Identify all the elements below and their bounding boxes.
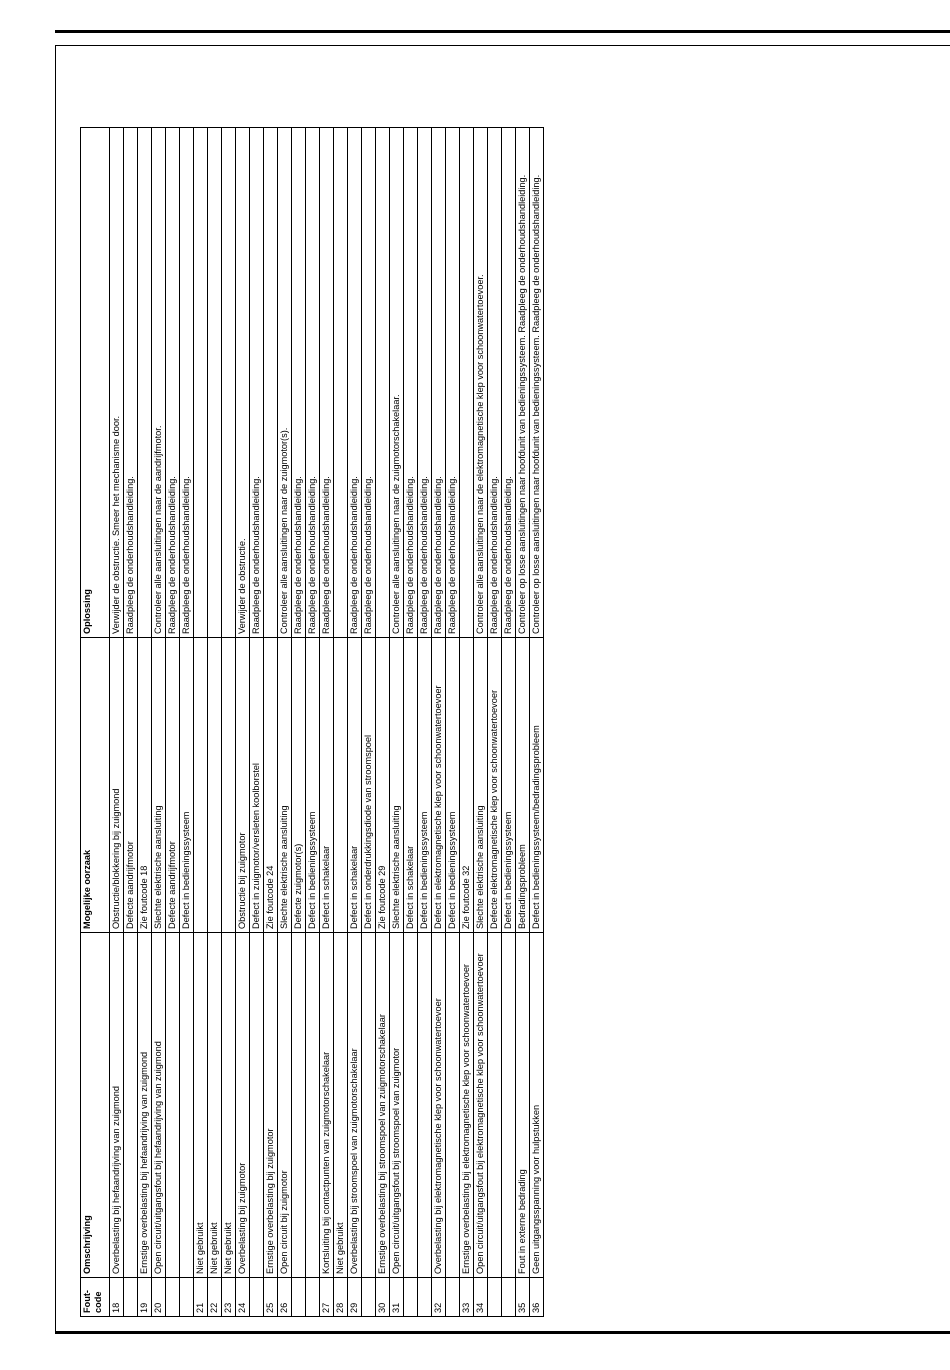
- description-cell: [446, 933, 460, 1278]
- description-cell: [502, 933, 516, 1278]
- code-cell: [418, 1278, 432, 1317]
- table-row: [432, 128, 446, 1317]
- code-cell: 35: [516, 1278, 530, 1317]
- solution-cell: Raadpleeg de onderhoudshandleiding.: [320, 128, 334, 638]
- solution-cell: Raadpleeg de onderhoudshandleiding.: [432, 128, 446, 638]
- description-cell: Fout in externe bedrading: [516, 933, 530, 1278]
- solution-cell: [222, 128, 236, 638]
- cause-cell: [208, 638, 222, 933]
- cause-cell: Defect in bedieningssysteem/bedradingsprobleem: [530, 638, 544, 933]
- table-row: [460, 128, 474, 1317]
- description-cell: Overbelasting bij stroomspoel van zuigmotorschakelaar: [348, 933, 362, 1278]
- solution-cell: Controleer alle aansluitingen naar de elektromagnetische klep voor schoonwatertoevoer.: [474, 128, 488, 638]
- solution-cell: Verwijder de obstructie. Smeer het mechanisme door.: [110, 128, 124, 638]
- table-row: [180, 128, 194, 1317]
- solution-cell: Raadpleeg de onderhoudshandleiding.: [180, 128, 194, 638]
- top-rule: [55, 30, 950, 33]
- description-cell: [166, 933, 180, 1278]
- cause-cell: Slechte elektrische aansluiting: [390, 638, 404, 933]
- table-row: [208, 128, 222, 1317]
- code-cell: 20: [152, 1278, 166, 1317]
- table-row: [418, 128, 432, 1317]
- table-row: [222, 128, 236, 1317]
- table-row: [348, 128, 362, 1317]
- code-cell: 30: [376, 1278, 390, 1317]
- description-cell: Niet gebruikt: [222, 933, 236, 1278]
- description-cell: Niet gebruikt: [208, 933, 222, 1278]
- code-cell: 25: [264, 1278, 278, 1317]
- table-row: [194, 128, 208, 1317]
- table-row: [376, 128, 390, 1317]
- fault-code-table-container: [80, 127, 773, 1317]
- description-cell: Open circuit bij zuigmotor: [278, 933, 292, 1278]
- code-cell: [362, 1278, 376, 1317]
- cause-cell: Zie foutcode 29: [376, 638, 390, 933]
- description-cell: Niet gebruikt: [194, 933, 208, 1278]
- solution-cell: Raadpleeg de onderhoudshandleiding.: [362, 128, 376, 638]
- solution-cell: Raadpleeg de onderhoudshandleiding.: [446, 128, 460, 638]
- cause-cell: Obstructie bij zuigmotor: [236, 638, 250, 933]
- cause-cell: Slechte elektrische aansluiting: [474, 638, 488, 933]
- table-row: [390, 128, 404, 1317]
- table-row: [292, 128, 306, 1317]
- table-row: [110, 128, 124, 1317]
- cause-cell: Defect in schakelaar: [348, 638, 362, 933]
- description-cell: Ernstige overbelasting bij stroomspoel van zuigmotorschakelaar: [376, 933, 390, 1278]
- description-cell: Open circuit/uitgangsfout bij hefaandrijving van zuigmond: [152, 933, 166, 1278]
- cause-cell: Defecte elektromagnetische klep voor schoonwatertoevoer: [488, 638, 502, 933]
- code-cell: 23: [222, 1278, 236, 1317]
- table-row: [530, 128, 544, 1317]
- table-row: [334, 128, 348, 1317]
- code-cell: [124, 1278, 138, 1317]
- cause-cell: Defecte zuigmotor(s): [292, 638, 306, 933]
- solution-cell: Controleer op losse aansluitingen naar hoofdunit van bedieningssysteem. Raadpleeg de onderhoudshandleiding.: [530, 128, 544, 638]
- description-cell: Ernstige overbelasting bij elektromagnetische klep voor schoonwatertoevoer: [460, 933, 474, 1278]
- solution-cell: [208, 128, 222, 638]
- code-cell: [446, 1278, 460, 1317]
- table-row: [474, 128, 488, 1317]
- code-cell: [404, 1278, 418, 1317]
- description-cell: [418, 933, 432, 1278]
- cause-cell: Zie foutcode 32: [460, 638, 474, 933]
- solution-cell: Raadpleeg de onderhoudshandleiding.: [502, 128, 516, 638]
- solution-cell: [376, 128, 390, 638]
- table-row: [250, 128, 264, 1317]
- description-cell: [250, 933, 264, 1278]
- table-row: [278, 128, 292, 1317]
- solution-cell: Controleer alle aansluitingen naar de zuigmotorschakelaar.: [390, 128, 404, 638]
- table-body: [110, 128, 544, 1317]
- code-cell: 28: [334, 1278, 348, 1317]
- header-description: Omschrijving: [81, 933, 110, 1278]
- code-cell: [180, 1278, 194, 1317]
- code-cell: 32: [432, 1278, 446, 1317]
- description-cell: Niet gebruikt: [334, 933, 348, 1278]
- cause-cell: Obstructie/blokkering bij zuigmond: [110, 638, 124, 933]
- cause-cell: Slechte elektrische aansluiting: [152, 638, 166, 933]
- solution-cell: [194, 128, 208, 638]
- cause-cell: [194, 638, 208, 933]
- cause-cell: Defect in bedieningssysteem: [180, 638, 194, 933]
- table-header-row: [81, 128, 110, 1317]
- description-cell: [180, 933, 194, 1278]
- code-cell: 22: [208, 1278, 222, 1317]
- solution-cell: Controleer alle aansluitingen naar de aandrijfmotor.: [152, 128, 166, 638]
- cause-cell: Defect in bedieningssysteem: [306, 638, 320, 933]
- description-cell: Ernstige overbelasting bij hefaandrijving van zuigmond: [138, 933, 152, 1278]
- description-cell: [306, 933, 320, 1278]
- description-cell: Open circuit/uitgangsfout bij elektromagnetische klep voor schoonwatertoevoer: [474, 933, 488, 1278]
- code-cell: 36: [530, 1278, 544, 1317]
- code-cell: [250, 1278, 264, 1317]
- solution-cell: [334, 128, 348, 638]
- code-cell: 33: [460, 1278, 474, 1317]
- cause-cell: Defecte aandrijfmotor: [124, 638, 138, 933]
- cause-cell: Defect in zuigmotor/versleten koolborstel: [250, 638, 264, 933]
- cause-cell: Zie foutcode 24: [264, 638, 278, 933]
- description-cell: Overbelasting bij elektromagnetische klep voor schoonwatertoevoer: [432, 933, 446, 1278]
- description-cell: [404, 933, 418, 1278]
- table-row: [362, 128, 376, 1317]
- solution-cell: Raadpleeg de onderhoudshandleiding.: [348, 128, 362, 638]
- cause-cell: Defect in schakelaar: [404, 638, 418, 933]
- code-cell: 34: [474, 1278, 488, 1317]
- cause-cell: Defect in elektromagnetische klep voor schoonwatertoevoer: [432, 638, 446, 933]
- solution-cell: Verwijder de obstructie.: [236, 128, 250, 638]
- table-row: [138, 128, 152, 1317]
- code-cell: [306, 1278, 320, 1317]
- solution-cell: Raadpleeg de onderhoudshandleiding.: [292, 128, 306, 638]
- header-solution: Oplossing: [81, 128, 110, 638]
- code-cell: 27: [320, 1278, 334, 1317]
- description-cell: [124, 933, 138, 1278]
- solution-cell: Raadpleeg de onderhoudshandleiding.: [124, 128, 138, 638]
- table-row: [320, 128, 334, 1317]
- cause-cell: [222, 638, 236, 933]
- description-cell: [488, 933, 502, 1278]
- code-cell: 26: [278, 1278, 292, 1317]
- solution-cell: Raadpleeg de onderhoudshandleiding.: [166, 128, 180, 638]
- description-cell: [292, 933, 306, 1278]
- code-cell: 29: [348, 1278, 362, 1317]
- table-row: [124, 128, 138, 1317]
- solution-cell: Controleer op losse aansluitingen naar hoofdunit van bedieningssysteem. Raadpleeg de onderhoudshandleiding.: [516, 128, 530, 638]
- description-cell: Kortsluiting bij contactpunten van zuigmotorschakelaar: [320, 933, 334, 1278]
- cause-cell: Zie foutcode 18: [138, 638, 152, 933]
- fault-code-table: [80, 127, 544, 1317]
- table-row: [264, 128, 278, 1317]
- cause-cell: Bedradingsprobleem: [516, 638, 530, 933]
- code-cell: [292, 1278, 306, 1317]
- cause-cell: Defect in bedieningssysteem: [446, 638, 460, 933]
- table-row: [488, 128, 502, 1317]
- cause-cell: Defect in bedieningssysteem: [418, 638, 432, 933]
- description-cell: Overbelasting bij zuigmotor: [236, 933, 250, 1278]
- description-cell: Overbelasting bij hefaandrijving van zuigmond: [110, 933, 124, 1278]
- solution-cell: Raadpleeg de onderhoudshandleiding.: [250, 128, 264, 638]
- table-row: [306, 128, 320, 1317]
- table-row: [166, 128, 180, 1317]
- solution-cell: [264, 128, 278, 638]
- code-cell: 19: [138, 1278, 152, 1317]
- description-cell: Geen uitgangsspanning voor hulpstukken: [530, 933, 544, 1278]
- table-row: [404, 128, 418, 1317]
- header-code: Fout-code: [81, 1278, 110, 1317]
- solution-cell: [460, 128, 474, 638]
- code-cell: [488, 1278, 502, 1317]
- cause-cell: Slechte elektrische aansluiting: [278, 638, 292, 933]
- table-row: [516, 128, 530, 1317]
- solution-cell: Raadpleeg de onderhoudshandleiding.: [488, 128, 502, 638]
- cause-cell: Defect in bedieningssysteem: [502, 638, 516, 933]
- table-row: [236, 128, 250, 1317]
- header-cause: Mogelijke oorzaak: [81, 638, 110, 933]
- description-cell: Ernstige overbelasting bij zuigmotor: [264, 933, 278, 1278]
- solution-cell: Controleer alle aansluitingen naar de zuigmotor(s).: [278, 128, 292, 638]
- code-cell: [166, 1278, 180, 1317]
- solution-cell: Raadpleeg de onderhoudshandleiding.: [306, 128, 320, 638]
- code-cell: 18: [110, 1278, 124, 1317]
- cause-cell: Defect in schakelaar: [320, 638, 334, 933]
- cause-cell: [334, 638, 348, 933]
- code-cell: 31: [390, 1278, 404, 1317]
- code-cell: 21: [194, 1278, 208, 1317]
- solution-cell: Raadpleeg de onderhoudshandleiding.: [404, 128, 418, 638]
- code-cell: 24: [236, 1278, 250, 1317]
- bottom-rule: [55, 1331, 950, 1334]
- solution-cell: [138, 128, 152, 638]
- cause-cell: Defecte aandrijfmotor: [166, 638, 180, 933]
- description-cell: Open circuit/uitgangsfout bij stroomspoel van zuigmotor: [390, 933, 404, 1278]
- solution-cell: Raadpleeg de onderhoudshandleiding.: [418, 128, 432, 638]
- table-row: [152, 128, 166, 1317]
- cause-cell: Defect in onderdrukkingsdiode van stroomspoel: [362, 638, 376, 933]
- code-cell: [502, 1278, 516, 1317]
- table-row: [502, 128, 516, 1317]
- description-cell: [362, 933, 376, 1278]
- table-row: [446, 128, 460, 1317]
